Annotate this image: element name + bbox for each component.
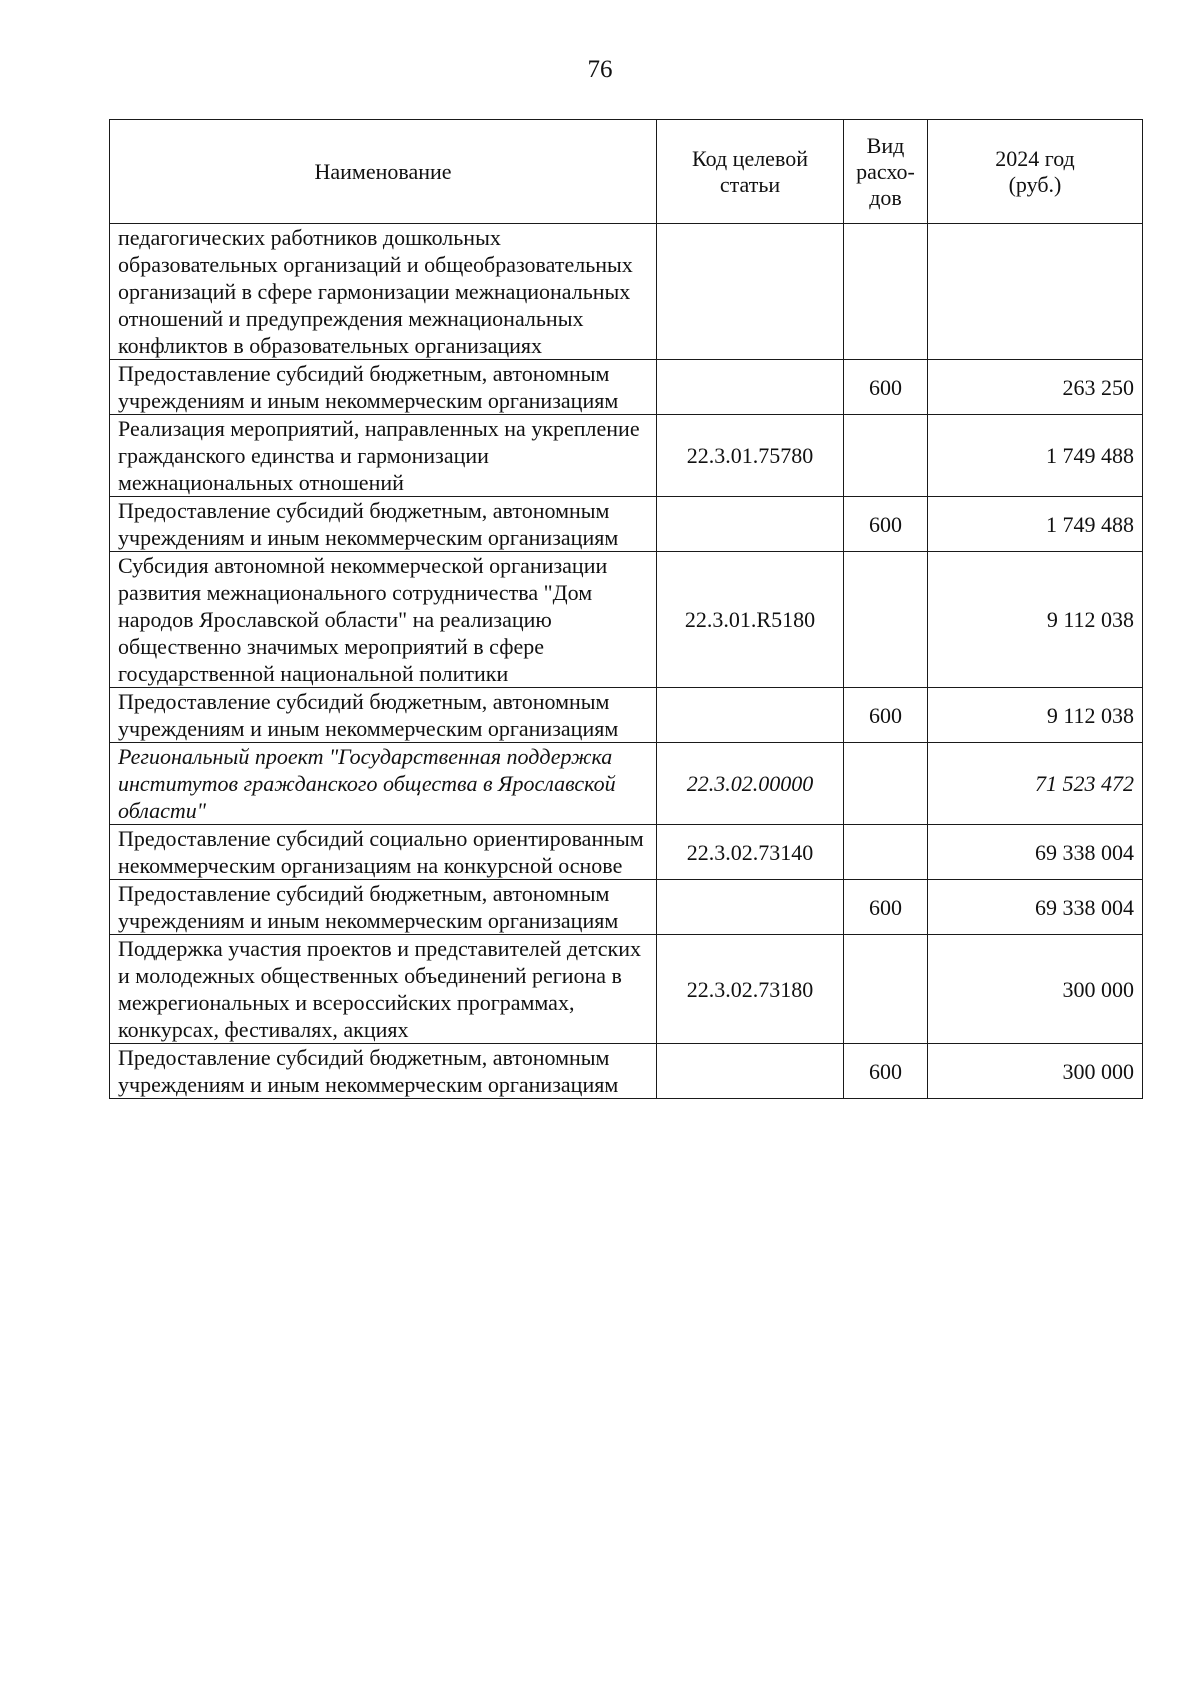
cell-expense-type [844, 935, 928, 1044]
table-row [110, 552, 1143, 688]
cell-name: Предоставление субсидий бюджетным, автономным учреждениям и иным некоммерческим организациям [110, 688, 657, 743]
header-name [110, 120, 657, 224]
table-row [110, 688, 1143, 743]
cell-name: Предоставление субсидий социально ориентированным некоммерческим организациям на конкурсной основе [110, 825, 657, 880]
budget-table [109, 119, 1143, 1099]
table-row [110, 935, 1143, 1044]
cell-name: Предоставление субсидий бюджетным, автономным учреждениям и иным некоммерческим организациям [110, 497, 657, 552]
cell-amount [928, 224, 1143, 360]
cell-name: Предоставление субсидий бюджетным, автономным учреждениям и иным некоммерческим организациям [110, 1044, 657, 1099]
cell-amount: 300 000 [928, 935, 1143, 1044]
cell-expense-type: 600 [844, 688, 928, 743]
cell-expense-type: 600 [844, 880, 928, 935]
cell-amount: 1 749 488 [928, 497, 1143, 552]
page-number: 76 [587, 56, 613, 83]
header-code-line2: статьи [719, 171, 781, 197]
cell-expense-type [844, 825, 928, 880]
header-kind-line2: расхо- [856, 158, 915, 184]
header-name-label: Наименование [314, 158, 452, 184]
cell-name: Субсидия автономной некоммерческой организации развития межнационального сотрудничества "Дом народов Ярославской области" на реализацию общественно значимых мероприятий в сфере государственной национальной политики [110, 552, 657, 688]
cell-name: Реализация мероприятий, направленных на укрепление гражданского единства и гармонизации межнациональных отношений [110, 415, 657, 497]
cell-expense-type [844, 743, 928, 825]
cell-expense-type: 600 [844, 1044, 928, 1099]
header-kind-line3: дов [869, 184, 902, 210]
cell-code [657, 1044, 844, 1099]
cell-expense-type: 600 [844, 497, 928, 552]
cell-code: 22.3.01.75780 [657, 415, 844, 497]
header-year-line1: 2024 год [995, 145, 1075, 171]
cell-amount: 69 338 004 [928, 880, 1143, 935]
cell-expense-type [844, 552, 928, 688]
header-code-line1: Код целевой [692, 145, 808, 171]
cell-name: Предоставление субсидий бюджетным, автономным учреждениям и иным некоммерческим организациям [110, 360, 657, 415]
cell-code [657, 880, 844, 935]
cell-name: Региональный проект "Государственная поддержка институтов гражданского общества в Ярославской области" [110, 743, 657, 825]
table-row [110, 415, 1143, 497]
cell-code [657, 688, 844, 743]
cell-expense-type: 600 [844, 360, 928, 415]
table-row [110, 743, 1143, 825]
table-body [110, 224, 1143, 1099]
cell-code: 22.3.02.73140 [657, 825, 844, 880]
cell-code [657, 360, 844, 415]
header-kind-line1: Вид [866, 132, 905, 158]
cell-expense-type [844, 224, 928, 360]
table-header-row [110, 120, 1143, 224]
cell-name: Поддержка участия проектов и представителей детских и молодежных общественных объединений региона в межрегиональных и всероссийских программах, конкурсах, фестивалях, акциях [110, 935, 657, 1044]
header-year-line2: (руб.) [1008, 171, 1062, 197]
header-year [928, 120, 1143, 224]
header-kind [844, 120, 928, 224]
cell-code: 22.3.01.R5180 [657, 552, 844, 688]
cell-amount: 300 000 [928, 1044, 1143, 1099]
cell-amount: 69 338 004 [928, 825, 1143, 880]
cell-code: 22.3.02.00000 [657, 743, 844, 825]
table-row [110, 497, 1143, 552]
table-row [110, 360, 1143, 415]
cell-name: педагогических работников дошкольных образовательных организаций и общеобразовательных организаций в сфере гармонизации межнациональных отношений и предупреждения межнациональных конфликтов в образовательных организациях [110, 224, 657, 360]
cell-code [657, 497, 844, 552]
header-code [657, 120, 844, 224]
cell-amount: 263 250 [928, 360, 1143, 415]
cell-name: Предоставление субсидий бюджетным, автономным учреждениям и иным некоммерческим организациям [110, 880, 657, 935]
table-row [110, 825, 1143, 880]
cell-amount: 71 523 472 [928, 743, 1143, 825]
cell-code [657, 224, 844, 360]
cell-code: 22.3.02.73180 [657, 935, 844, 1044]
cell-amount: 1 749 488 [928, 415, 1143, 497]
cell-expense-type [844, 415, 928, 497]
table-row [110, 880, 1143, 935]
table-row [110, 224, 1143, 360]
cell-amount: 9 112 038 [928, 552, 1143, 688]
table-row [110, 1044, 1143, 1099]
cell-amount: 9 112 038 [928, 688, 1143, 743]
